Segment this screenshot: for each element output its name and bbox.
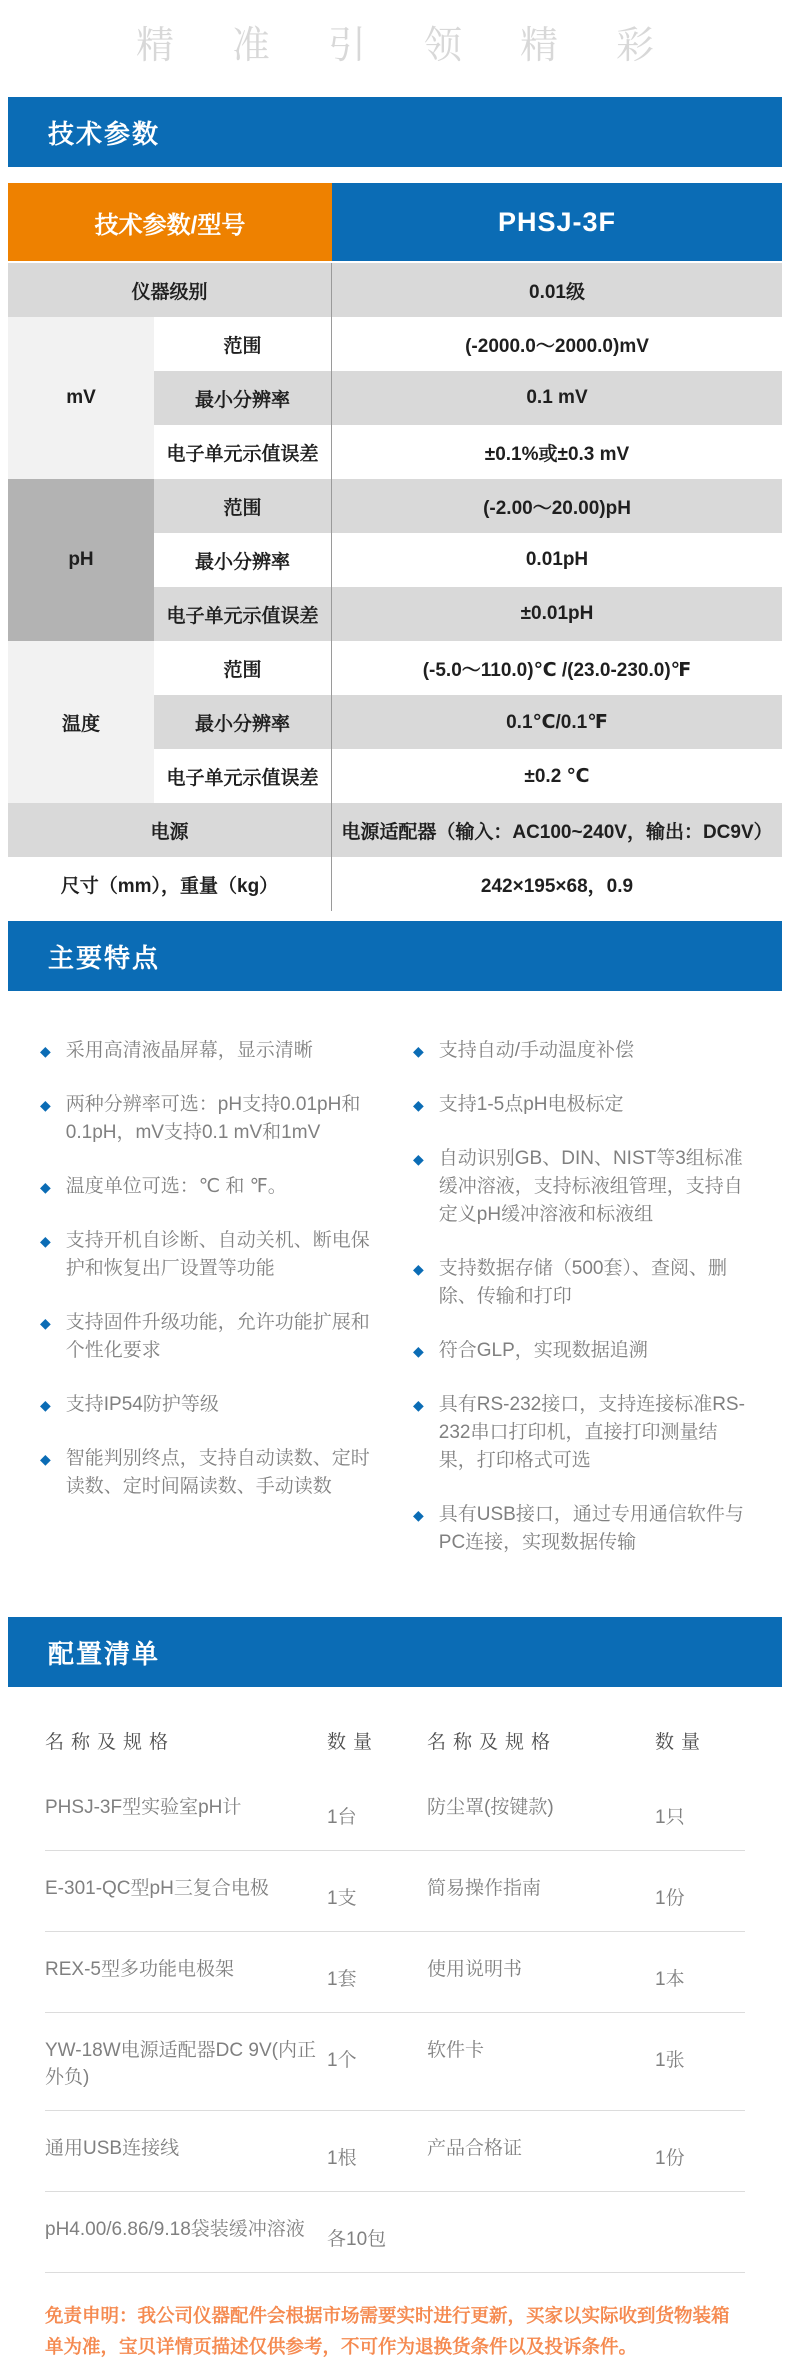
config-row (45, 2192, 745, 2273)
spec-row-value: ±0.01pH (332, 587, 782, 641)
config-item-qty: 1个 (327, 2050, 357, 2071)
config-item-name (427, 2212, 655, 2214)
feature-text: 自动识别GB、DIN、NIST等3组标准缓冲溶液，支持标液组管理，支持自定义pH缓冲溶液和标液组 (438, 1148, 743, 1225)
config-column-header: 名称及规格 (45, 1732, 176, 1753)
diamond-bullet-icon: ◆ (40, 1397, 51, 1413)
config-item-qty (655, 2212, 745, 2224)
config-row (45, 1932, 745, 2013)
spec-row-label: 范围 (154, 641, 332, 695)
spec-row-label: 仪器级别 (8, 263, 332, 317)
disclaimer-text: 免责申明：我公司仪器配件会根据市场需要实时进行更新，买家以实际收到货物装箱单为准，宝贝详情页描述仅供参考，不可作为退换货条件以及投诉条件。 (45, 2305, 730, 2357)
config-row (45, 1770, 745, 1851)
features-column-left (40, 1037, 379, 1583)
spec-row-label: 最小分辨率 (154, 695, 332, 749)
config-item-name: YW-18W电源适配器DC 9V(内正外负) (45, 2040, 316, 2088)
spec-group-label: mV (8, 317, 154, 479)
spec-header-model-value: PHSJ-3F (332, 183, 782, 263)
diamond-bullet-icon: ◆ (413, 1397, 424, 1413)
feature-text: 具有USB接口，通过专用通信软件与PC连接，实现数据传输 (438, 1504, 744, 1553)
spec-row-label: 范围 (154, 317, 332, 371)
config-item-qty: 1张 (655, 2050, 685, 2071)
config-item-qty: 1支 (327, 1888, 357, 1909)
feature-text: 两种分辨率可选：pH支持0.01pH和0.1pH，mV支持0.1 mV和1mV (65, 1094, 361, 1143)
spec-row-value: (-2000.0～2000.0)mV (332, 317, 782, 371)
feature-text: 采用高清液晶屏幕，显示清晰 (65, 1040, 313, 1061)
spec-row-value: 0.1℃/0.1℉ (332, 695, 782, 749)
diamond-bullet-icon: ◆ (40, 1179, 51, 1195)
diamond-bullet-icon: ◆ (40, 1315, 51, 1331)
feature-text: 支持数据存储（500套）、查阅、删除、传输和打印 (438, 1258, 727, 1307)
feature-text: 智能判别终点，支持自动读数、定时读数、定时间隔读数、手动读数 (65, 1448, 370, 1497)
feature-text: 支持IP54防护等级 (65, 1394, 219, 1415)
feature-item (413, 1337, 752, 1365)
config-item-qty: 1份 (655, 2148, 685, 2169)
config-row (45, 2111, 745, 2192)
spec-row-label: 电子单元示值误差 (154, 587, 332, 641)
diamond-bullet-icon: ◆ (413, 1097, 424, 1113)
feature-text: 温度单位可选：℃ 和 ℉。 (65, 1176, 287, 1197)
feature-item (40, 1173, 379, 1201)
config-item-name: E-301-QC型pH三复合电极 (45, 1878, 269, 1899)
config-column-header: 数量 (327, 1732, 380, 1753)
spec-row-value: (-5.0～110.0)℃ /(23.0-230.0)℉ (332, 641, 782, 695)
spec-row-label: 最小分辨率 (154, 371, 332, 425)
feature-text: 支持1-5点pH电极标定 (438, 1094, 624, 1115)
feature-item (413, 1091, 752, 1119)
spec-header-param: 技术参数/型号 (8, 183, 332, 263)
feature-text: 具有RS-232接口，支持连接标准RS-232串口打印机，直接打印测量结果，打印格式可选 (438, 1394, 745, 1471)
feature-text: 符合GLP，实现数据追溯 (438, 1340, 648, 1361)
feature-item (413, 1391, 752, 1475)
config-column-header: 数量 (655, 1732, 708, 1753)
diamond-bullet-icon: ◆ (40, 1233, 51, 1249)
diamond-bullet-icon: ◆ (413, 1151, 424, 1167)
spec-row-label: 尺寸（mm），重量（kg） (8, 857, 332, 911)
feature-item (413, 1037, 752, 1065)
features-section-title: 主要特点 (48, 942, 161, 973)
spec-row-value: 0.01级 (332, 263, 782, 317)
feature-item (40, 1037, 379, 1065)
spec-row-value: 0.1 mV (332, 371, 782, 425)
feature-item (40, 1227, 379, 1283)
spec-row-value: (-2.00～20.00)pH (332, 479, 782, 533)
spec-row-value: 242×195×68，0.9 (332, 857, 782, 911)
config-row (45, 2013, 745, 2111)
config-item-qty: 1套 (327, 1969, 357, 1990)
feature-item (40, 1091, 379, 1147)
config-section-header (8, 1617, 782, 1687)
features-list (0, 991, 790, 1617)
feature-text: 支持自动/手动温度补偿 (438, 1040, 635, 1061)
diamond-bullet-icon: ◆ (40, 1097, 51, 1113)
config-item-name: 简易操作指南 (427, 1878, 542, 1899)
spec-table (8, 183, 782, 911)
config-item-name: 产品合格证 (427, 2138, 523, 2159)
diamond-bullet-icon: ◆ (40, 1451, 51, 1467)
config-item-name: REX-5型多功能电极架 (45, 1959, 234, 1980)
feature-item (413, 1255, 752, 1311)
spec-row-label: 电子单元示值误差 (154, 749, 332, 803)
spec-row-value: ±0.2 ℃ (332, 749, 782, 803)
spec-row-value: ±0.1%或±0.3 mV (332, 425, 782, 479)
config-section-title: 配置清单 (48, 1638, 161, 1669)
spec-row-label: 范围 (154, 479, 332, 533)
config-item-name: 软件卡 (427, 2040, 485, 2061)
spec-row-label: 最小分辨率 (154, 533, 332, 587)
feature-item (40, 1309, 379, 1365)
diamond-bullet-icon: ◆ (40, 1043, 51, 1059)
spec-group-label: pH (8, 479, 154, 641)
spec-row-label: 电源 (8, 803, 332, 857)
spec-row-value: 电源适配器（输入：AC100~240V，输出：DC9V） (332, 803, 782, 857)
feature-text: 支持开机自诊断、自动关机、断电保护和恢复出厂设置等功能 (65, 1230, 370, 1279)
config-item-qty: 1台 (327, 1807, 357, 1828)
diamond-bullet-icon: ◆ (413, 1043, 424, 1059)
watermark-text: 精准引领精彩 (135, 25, 712, 67)
diamond-bullet-icon: ◆ (413, 1507, 424, 1523)
config-item-qty: 1根 (327, 2148, 357, 2169)
spec-row-label: 电子单元示值误差 (154, 425, 332, 479)
config-item-name: 使用说明书 (427, 1959, 523, 1980)
feature-item (413, 1145, 752, 1229)
config-item-qty: 1本 (655, 1969, 685, 1990)
config-column-header: 名称及规格 (427, 1732, 558, 1753)
config-item-name: 防尘罩(按键款) (427, 1797, 554, 1818)
config-item-qty: 1份 (655, 1888, 685, 1909)
config-item-name: pH4.00/6.86/9.18袋装缓冲溶液 (45, 2219, 305, 2240)
diamond-bullet-icon: ◆ (413, 1261, 424, 1277)
config-item-name: 通用USB连接线 (45, 2138, 180, 2159)
feature-item (40, 1445, 379, 1501)
spec-row-value: 0.01pH (332, 533, 782, 587)
feature-text: 支持固件升级功能，允许功能扩展和个性化要求 (65, 1312, 370, 1361)
config-row (45, 1851, 745, 1932)
config-header-row (45, 1727, 745, 1770)
feature-item (40, 1391, 379, 1419)
tech-section-header (8, 97, 782, 167)
config-item-qty: 1只 (655, 1807, 685, 1828)
features-section-header (8, 921, 782, 991)
config-item-qty: 各10包 (327, 2229, 387, 2250)
diamond-bullet-icon: ◆ (413, 1343, 424, 1359)
spec-group-label: 温度 (8, 641, 154, 803)
tech-section-title: 技术参数 (48, 118, 161, 149)
feature-item (413, 1501, 752, 1557)
config-table (45, 1727, 745, 2273)
config-item-name: PHSJ-3F型实验室pH计 (45, 1797, 242, 1818)
features-column-right (413, 1037, 752, 1583)
